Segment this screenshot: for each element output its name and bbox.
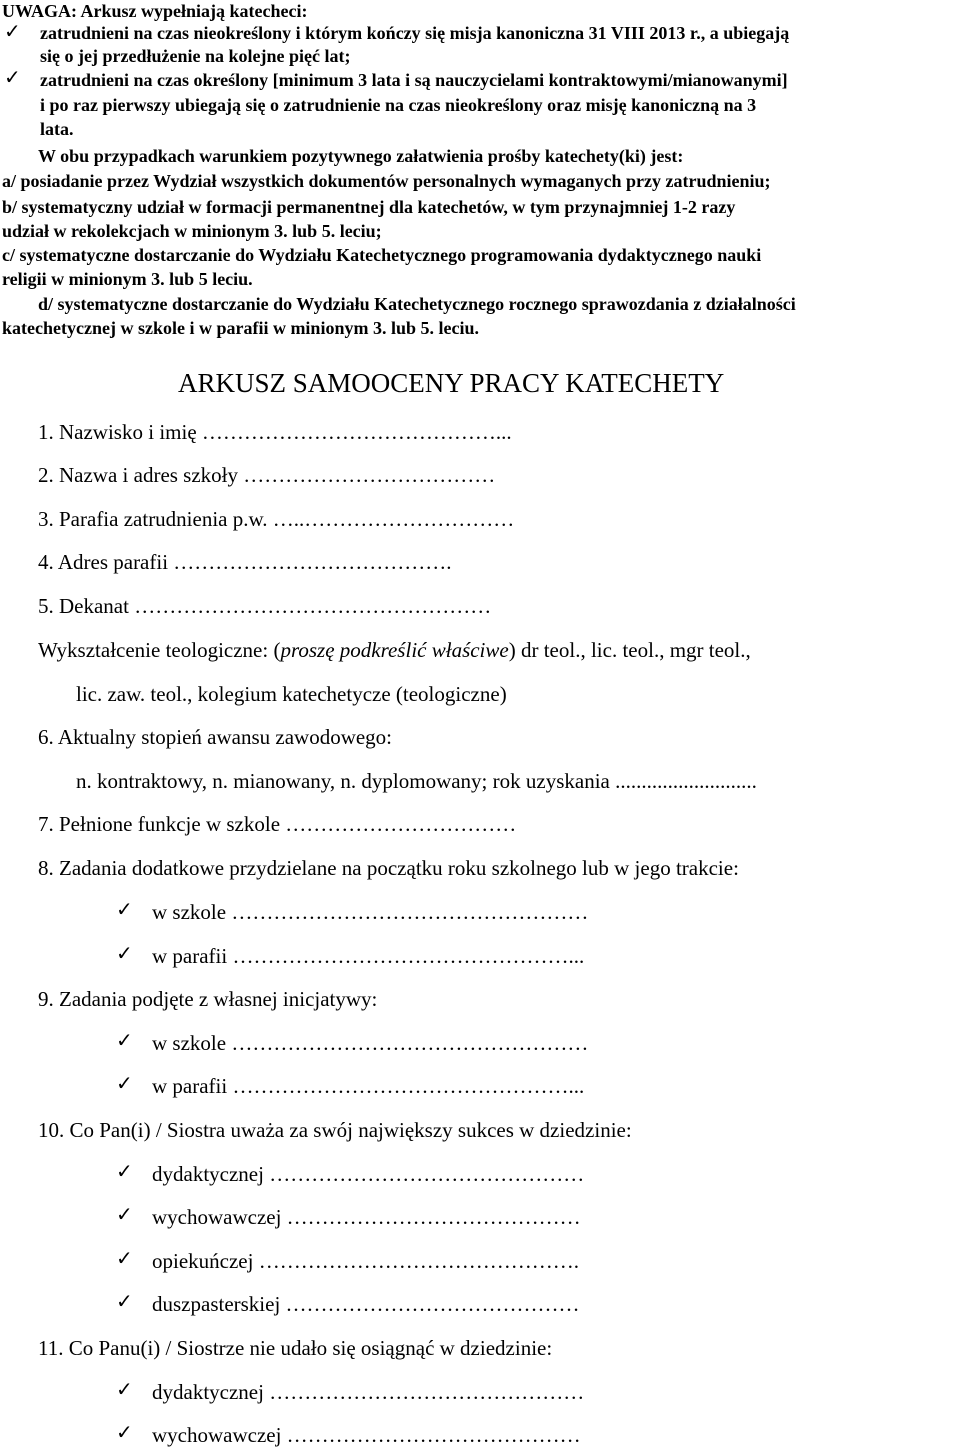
condition-c-line1: c/ systematyczne dostarczanie do Wydziału Katechetycznego programowania dydaktycznego nauki bbox=[2, 245, 762, 265]
field-school-address[interactable]: 2. Nazwa i adres szkoły ……………………………… bbox=[38, 463, 496, 487]
success-didactic[interactable]: dydaktycznej ……………………………………… bbox=[152, 1162, 585, 1186]
field-additional-tasks: 8. Zadania dodatkowe przydzielane na początku roku szkolnego lub w jego trakcie: bbox=[38, 856, 739, 880]
check-mark-icon: ✓ bbox=[116, 1161, 133, 1183]
success-educational[interactable]: wychowawczej …………………………………… bbox=[152, 1205, 581, 1229]
not-achieved-educational[interactable]: wychowawczej …………………………………… bbox=[152, 1423, 581, 1447]
education-hint: proszę podkreślić właściwe bbox=[280, 638, 509, 662]
not-achieved-didactic[interactable]: dydaktycznej ……………………………………… bbox=[152, 1380, 585, 1404]
check-mark-icon: ✓ bbox=[116, 1204, 133, 1226]
check-mark-icon: ✓ bbox=[116, 1379, 133, 1401]
own-initiative-parish[interactable]: w parafii …………………………………………... bbox=[152, 1074, 585, 1098]
field-school-functions[interactable]: 7. Pełnione funkcje w szkole …………………………… bbox=[38, 812, 517, 836]
bullet2-line1: zatrudnieni na czas określony [minimum 3 lata i są nauczycielami kontraktowymi/mianowanymi] bbox=[40, 70, 788, 90]
bullet2-line3: lata. bbox=[40, 119, 74, 139]
check-mark-icon: ✓ bbox=[116, 1248, 133, 1270]
field-not-achieved: 11. Co Panu(i) / Siostrze nie udało się osiągnąć w dziedzinie: bbox=[38, 1336, 553, 1360]
field-promotion-level: 6. Aktualny stopień awansu zawodowego: bbox=[38, 725, 393, 749]
check-mark-icon: ✓ bbox=[116, 943, 133, 965]
field-greatest-success: 10. Co Pan(i) / Siostra uważa za swój największy sukces w dziedzinie: bbox=[38, 1118, 632, 1142]
education-options[interactable]: ) dr teol., lic. teol., mgr teol., bbox=[508, 638, 751, 662]
education-options-line2[interactable]: lic. zaw. teol., kolegium katechetycze (teologiczne) bbox=[76, 682, 507, 706]
condition-d-line1: d/ systematyczne dostarczanie do Wydziału Katechetycznego rocznego sprawozdania z działalności bbox=[38, 294, 796, 314]
condition-c-line2: religii w minionym 3. lub 5 leciu. bbox=[2, 269, 253, 289]
field-name-surname[interactable]: 1. Nazwisko i imię ……………………………………... bbox=[38, 420, 512, 444]
check-mark-icon: ✓ bbox=[4, 21, 21, 43]
bullet1-line1: zatrudnieni na czas nieokreślony i którym kończy się misja kanoniczna 31 VIII 2013 r., a ubiegają bbox=[40, 23, 790, 43]
field-parish-address[interactable]: 4. Adres parafii …………………………………. bbox=[38, 550, 452, 574]
warning-heading: UWAGA: Arkusz wypełniają katecheci: bbox=[2, 1, 308, 21]
check-mark-icon: ✓ bbox=[116, 899, 133, 921]
success-care[interactable]: opiekuńczej ………………………………………. bbox=[152, 1249, 579, 1273]
conditions-intro: W obu przypadkach warunkiem pozytywnego załatwienia prośby katechety(ki) jest: bbox=[38, 146, 684, 166]
form-title: ARKUSZ SAMOOCENY PRACY KATECHETY bbox=[178, 368, 725, 398]
condition-a: a/ posiadanie przez Wydział wszystkich dokumentów personalnych wymaganych przy zatrudnieniu; bbox=[2, 171, 771, 191]
check-mark-icon: ✓ bbox=[116, 1030, 133, 1052]
success-pastoral[interactable]: duszpasterskiej …………………………………… bbox=[152, 1292, 580, 1316]
condition-b-line1: b/ systematyczny udział w formacji permanentnej dla katechetów, w tym przynajmniej 1-2 razy bbox=[2, 197, 736, 217]
promotion-options[interactable]: n. kontraktowy, n. mianowany, n. dyplomowany; rok uzyskania ........................... bbox=[76, 769, 757, 793]
field-parish[interactable]: 3. Parafia zatrudnienia p.w. …..………………………… bbox=[38, 507, 515, 531]
own-initiative-school[interactable]: w szkole …………………………………………… bbox=[152, 1031, 589, 1055]
additional-tasks-school[interactable]: w szkole …………………………………………… bbox=[152, 900, 589, 924]
bullet2-line2: i po raz pierwszy ubiegają się o zatrudnienie na czas nieokreślony oraz misję kanoniczną na 3 bbox=[40, 95, 757, 115]
check-mark-icon: ✓ bbox=[116, 1073, 133, 1095]
condition-b-line2: udział w rekolekcjach w minionym 3. lub 5. leciu; bbox=[2, 221, 382, 241]
field-own-initiative: 9. Zadania podjęte z własnej inicjatywy: bbox=[38, 987, 378, 1011]
additional-tasks-parish[interactable]: w parafii …………………………………………... bbox=[152, 944, 585, 968]
check-mark-icon: ✓ bbox=[116, 1291, 133, 1313]
check-mark-icon: ✓ bbox=[4, 67, 21, 89]
education-line1[interactable] bbox=[38, 640, 751, 661]
education-label: Wykształcenie teologiczne: ( bbox=[38, 638, 281, 662]
check-mark-icon: ✓ bbox=[116, 1422, 133, 1444]
condition-d-line2: katechetycznej w szkole i w parafii w minionym 3. lub 5. leciu. bbox=[2, 318, 479, 338]
bullet1-line2: się o jej przedłużenie na kolejne pięć lat; bbox=[40, 46, 351, 66]
field-deanery[interactable]: 5. Dekanat …………………………………………… bbox=[38, 594, 492, 618]
